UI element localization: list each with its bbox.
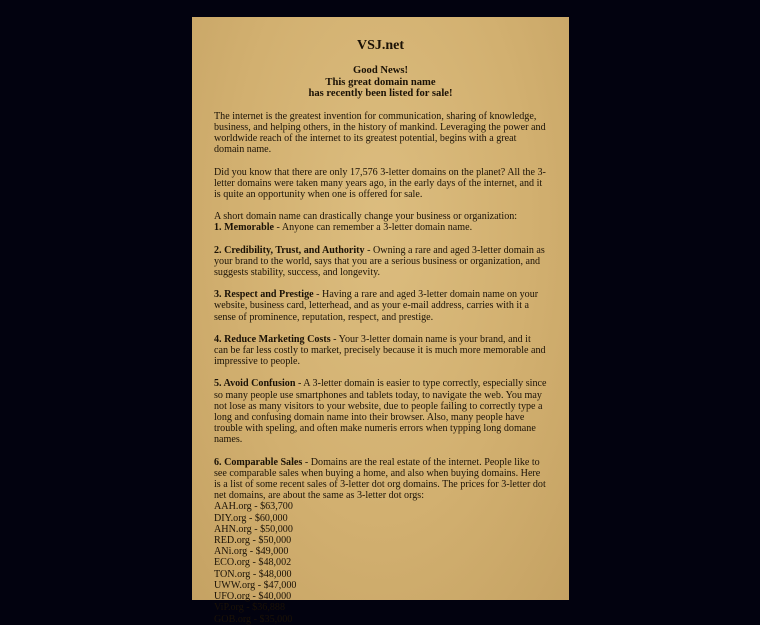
benefit-respect [214,289,547,323]
point-text: - A 3-letter domain is easier to type correctly, especially since so many people use smartphones and tablets today, to navigate the web. You may not lose as many visitors to your website, due to people failing to correctly type a long and confusing domain name into their browser. Also, many people have trouble with speling, and often make numeris errors when typping long domane names. [214,378,547,446]
headline-line-1: Good News! [352,65,409,76]
sale-item: UFO.org - $40,000 [214,591,292,603]
point-heading: 6. Comparable Sales [214,456,303,468]
point-heading: 4. Reduce Marketing Costs [214,333,331,345]
point-heading: 3. Respect and Prestige [214,289,314,301]
benefits-intro: A short domain name can drastically change your business or organization: [214,211,518,223]
sale-item: ViP.org - $36,888 [214,602,285,614]
headline [214,65,547,100]
sale-item: ECO.org - $48,002 [214,557,292,569]
benefit-memorable [214,211,547,233]
point-heading: 1. Memorable [214,222,274,234]
point-text: - Domains are the real estate of the internet. People like to see comparable sales when buying a home, and also when buying domains. Here is a list of some recent sales of 3-letter dot org domains. The prices for 3-letter dot net domains, are about the same as 3-letter dot orgs: [214,456,546,502]
sales-list [214,501,547,624]
benefit-marketing [214,334,547,368]
point-text: - Your 3-letter domain name is your brand, and it can be far less costly to market, precisely because it is much more memorable and impressive to people. [214,333,546,368]
sale-item: GOB.org - $35,000 [214,613,293,625]
sale-item: ANi.org - $49,000 [214,546,289,558]
page-content [192,17,569,625]
point-text: - Anyone can remember a 3-letter domain name. [273,222,473,234]
point-heading: 2. Credibility, Trust, and Authority [214,244,365,256]
headline-line-2: This great domain name [325,76,436,88]
sale-item: DIY.org - $60,000 [214,512,288,524]
sale-item: UWW.org - $47,000 [214,579,297,591]
benefit-confusion [214,378,547,445]
headline-line-3: has recently been listed for sale! [308,88,453,100]
benefit-credibility [214,245,547,279]
point-text: - Having a rare and aged 3-letter domain name on your website, business card, letterhead, and as your e-mail address, carries with it a sense of prominence, reputation, respect, and prestige. [214,289,539,323]
sale-item: AHN.org - $50,000 [214,523,293,535]
sale-item: RED.org - $50,000 [214,535,292,547]
page-title: VSJ.net [356,38,405,53]
intro-paragraph: Did you know that there are only 17,576 3-letter domains on the planet? All the 3-letter domains were taken many years ago, in the early days of the internet, and it is quite an opportunity when one is offered for sale. [214,166,546,200]
point-text: - Owning a rare and aged 3-letter domain as your brand to the world, says that you are a serious business or organization, and suggests stability, success, and longevity. [214,244,545,279]
point-heading: 5. Avoid Confusion [214,378,296,390]
benefit-comparable-sales [214,457,547,625]
intro-paragraph: The internet is the greatest invention for communication, sharing of knowledge, business, and helping others, in the history of mankind. Leveraging the power and worldwide reach of the internet to its greatest potential, begins with a great domain name. [214,110,546,156]
sale-item: TON.org - $48,000 [214,568,292,580]
sale-item: AAH.org - $63,700 [214,501,293,513]
